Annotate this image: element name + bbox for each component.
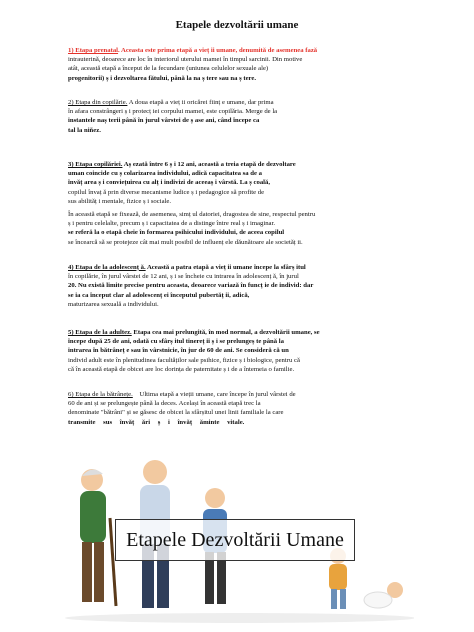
section-heading: 5) Etapa de la adultez. [68,329,132,336]
section-adulthood: 5) Etapa de la adultez. Etapa cea mai prelungită, în mod normal, a dezvoltării umane, se începe după 25 de ani, odată cu sfârș itul tinereț ii ș i se prelungeș te până la intrarea în bătrâneț e sau în vârstnicie, în jur de 60 de ani. Se consideră că un individ adult este în plenitudinea facultăților sale psihice, fizice ș i biologice, pentru că că în această etapă de obicei are loc dorința de paternitate ș i de a întemeia o familie. [68,329,320,373]
illustration-banner: Etapele Dezvoltării Umane [115,519,355,561]
baby-figure [364,582,403,608]
section-adolescence: 4) Etapa de la adolescenț ă. Această a patra etapă a vieț ii umane începe la sfârș itul în copilărie, în jurul vârstei de 12 ani, ș i se încheie cu intrarea în adolescenț ă, în jurul 20. Nu există limite precise pentru aceasta, deoarece variază în funcț ie de individ: dar se ia ca început clar al adolescenț ei începutul pubertăț ii, adică, maturizarea sexuală a individului. [68,264,314,308]
section-prenatal: 1) Etapa prenatal. Aceasta este prima etapă a vieț ii umane, denumită de asemenea fază intrauterină, deoarece are loc în interiorul uterului mamei în timpul sarcinii. Din motive atât, această etapă a început de la fecundare (uniunea celulelor sexuale ale) progenitorii) ș i dezvoltarea fătului, până la na ș tere sau na ș tere. [68,47,318,82]
section-heading: 4) Etapa de la adolescenț ă. [68,264,146,271]
page-title: Etapele dezvoltării umane [175,19,299,31]
section-heading: 1) Etapa prenatal [68,47,119,54]
section-old-age: 6) Etapa de la bătrânețe. Ultima etapă a vieții umane, care începe în jurul vârstei de 60 de ani și se prelungește până la deces. Același în această etapă trec la denominate "bătrâni" și se găsesc de obicei la sfârșitul unei linii familiale la care transmite sus învăț ări ș i învăț ăminte vitale. [68,391,296,426]
section-school-age: 3) Etapa copilăriei. Aș ezată între 6 ș i 12 ani, această a treia etapă de dezvoltare uman coincide cu ș colarizarea individului, adică capacitatea sa de a învăț area ș i conviețuirea cu alț i indivizi de aceeaș i vârstă. La ș coală, copilul învaț ă prin diverse mecanisme ludice ș i pedagogice să profite de sus abilităț i mentale, fizice ș i sociale. În această etapă se fixează, de asemenea, simț ul datoriei, dragostea de sine, respectul pentru ș i pentru celelalte, precum ș i capacitatea de a distinge între real ș i imaginar. se referă la o etapă cheie în formarea psihicului individului, de aceea copilul se încearcă să se protejeze cât mai mult posibil de influenț ele dăunătoare ale societăț ii. [68,161,316,246]
section-heading: 6) Etapa de la bătrânețe. [68,391,133,398]
elderly-figure [80,469,116,606]
section-heading: 3) Etapa copilăriei. [68,161,123,168]
section-heading: 2) Etapa din copilărie. [68,99,128,106]
section-childhood: 2) Etapa din copilărie. A doua etapă a vieț ii oricărei ființ e umane, dar prima în afara constrângeri ș i protecț iei corpului mamei, este copilăria. Merge de la instantele naș terii până în jurul vârstei de ș ase ani, când începe ca tal la niñez. [68,99,278,134]
